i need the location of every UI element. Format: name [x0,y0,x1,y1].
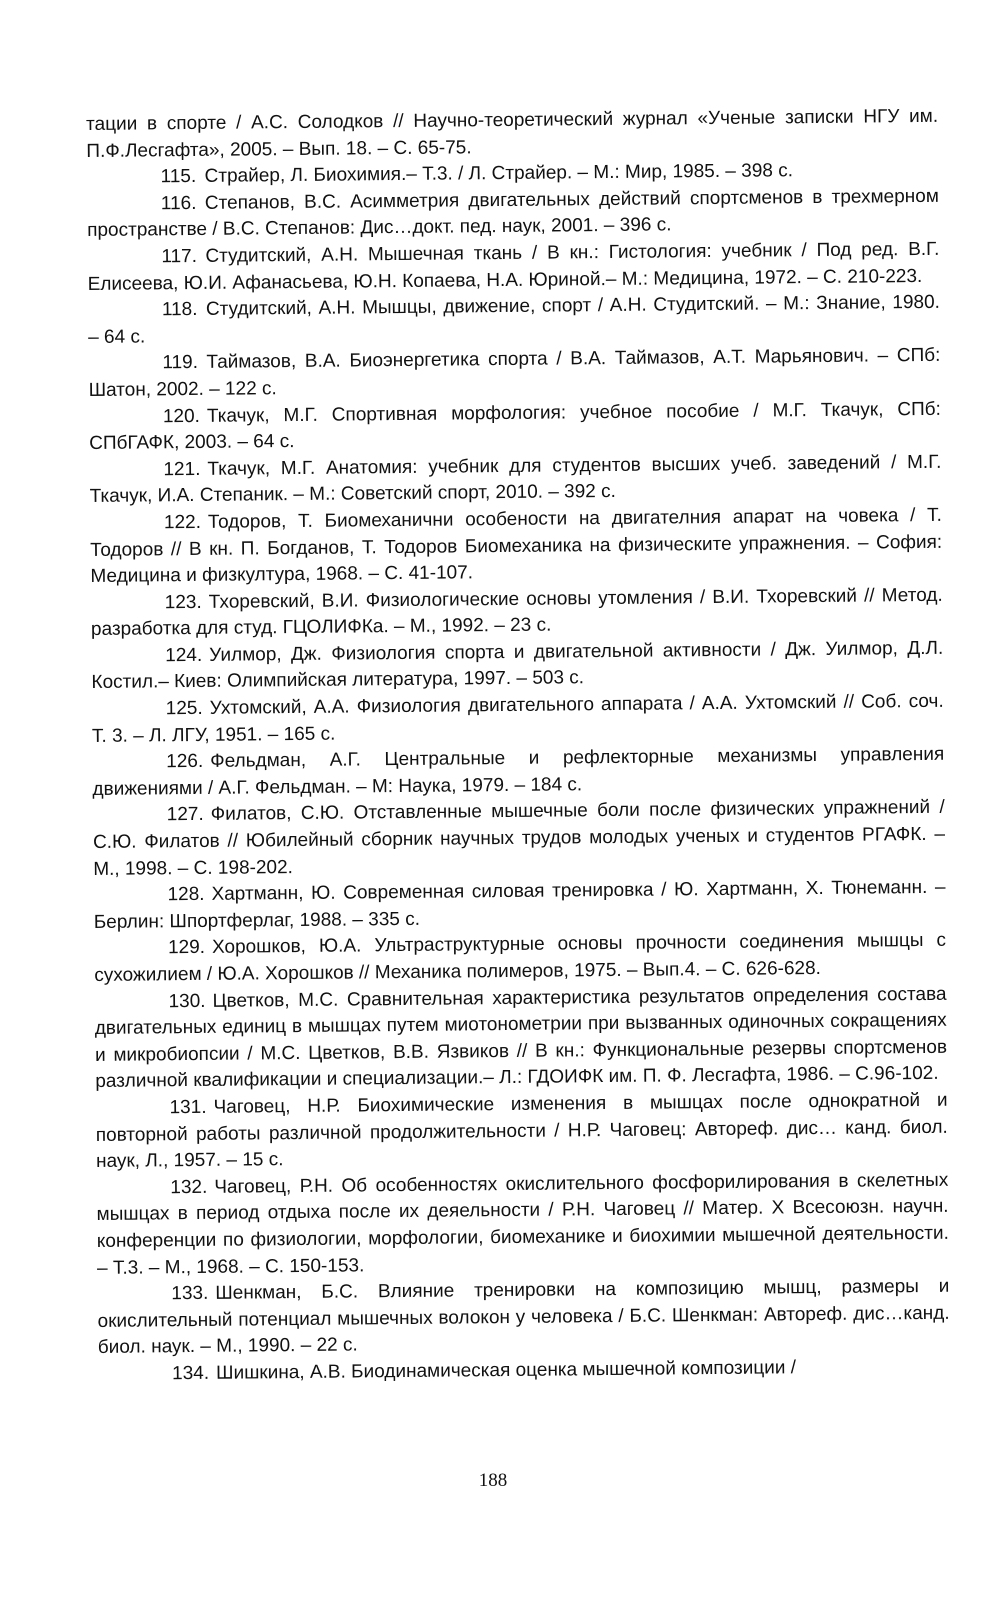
bibliography-entry [88,290,940,351]
entry-number: 127. [166,804,204,826]
entry-number: 122. [163,511,202,534]
bibliography-entry [89,450,941,511]
continuation-entry: тации в спорте / А.С. Солодков // Научно-теоретический журнал «Ученые записки НГУ им. П.Ф.Лесгафта», 2005. – Вып. 18. – С. 65-75. [86,105,939,162]
entry-text: Степанов, В.С. Асимметрия двигательных действий спортсменов в трехмерном пространстве / В.С. Степанов: Дис…докт. пед. наук, 2001. – 396 с. [87,185,939,242]
entry-text: Фельдман, А.Г. Центральные и рефлекторные механизмы управления движениями / А.Г. Фельдман. – М: Наука, 1979. – 184 с. [92,744,945,800]
entry-text: Хартманн, Ю. Современная силовая тренировка / Ю. Хартманн, Х. Тюнеманн. – Берлин: Шпортферлаг, 1988. – 335 с. [93,877,946,933]
bibliography-entry [90,503,943,591]
bibliography-entry [96,1168,949,1283]
entry-number: 115. [160,166,197,188]
entry-number: 125. [165,697,203,720]
entry-text: Ухтомский, А.А. Физиология двигательного аппарата / А.А. Ухтомский // Соб. соч. Т. 3. – Л. ЛГУ, 1951. – 165 с. [91,690,944,747]
bibliography-entry [91,582,943,643]
bibliography-entry [93,795,946,883]
entry-number: 133. [171,1283,209,1305]
entry-number: 120. [162,405,201,427]
entry-text: Уилмор, Дж. Физиология спорта и двигательной активности / Дж. Уилмор, Д.Л. Костил.– Киев: Олимпийская литература, 1997. – 503 с. [91,637,944,694]
entry-text: Студитский, А.Н. Мышечная ткань / В кн.: Гистология: учебник / Под ред. В.Г. Елисеева, Ю.И. Афанасьева, Ю.Н. Копаева, Н.А. Юриной.– М.: Медицина, 1972. – С. 210-223. [87,238,940,295]
entry-number: 118. [161,299,198,321]
entry-number: 126. [166,751,204,773]
entry-text: Хорошков, Ю.А. Ультраструктурные основы прочности соединения мышцы с сухожилием / Ю.А. Хорошков // Механика полимеров, 1975. – Вып.4. – С. 626-628. [94,930,947,986]
page-number: 188 [478,1470,508,1491]
entry-text: Чаговец, Р.Н. Об особенностях окислительного фосфорилирования в скелетных мышцах в период отдыха после их деяельности / Р.Н. Чаговец // Матер. Х Всесоюзн. научн. конференции по физиологии, морфологии, биомеханике и биохимии мышечной деятельности. – Т.3. – М., 1968. – С. 150-153. [96,1169,949,1279]
entry-text: Шишкина, А.В. Биодинамическая оценка мышечной композиции / [216,1357,797,1384]
bibliography-entry [94,928,946,989]
entry-text: Цветков, М.С. Сравнительная характеристика результатов определения состава двигательных единиц в мышцах путем миотонометрии при вызванных одиночных сокращениях и микробиопсии / М.С. Цветков, В.В. Язвиков // В кн.: Функциональные резервы спортсменов различной квалификации и специализации.– Л.: ГДОИФК им. П. Ф. Лесгафта, 1986. – С.96-102. [94,983,948,1093]
entry-text: Шенкман, Б.С. Влияние тренировки на композицию мышц, размеры и окислительный потенциал мышечных волокон у человека / Б.С. Шенкман: Автореф. дис…канд. биол. наук. – М., 1990. – 22 с. [97,1275,950,1359]
entry-text: Ткачук, М.Г. Анатомия: учебник для студентов высших учеб. заведений / М.Г. Ткачук, И.А. Степаник. – М.: Советский спорт, 2010. – 392 с. [89,451,942,508]
bibliography-entry [94,981,947,1096]
entry-text: Тодоров, Т. Биомеханични особености на двигателния апарат на човека / Т. Тодоров // В кн. П. Богданов, Т. Тодоров Биомеханика на физическите упражнения. – София: Медицина и физкултура, 1968. – С. 41-107. [90,504,943,588]
entry-number: 117. [161,245,198,268]
bibliography-entry [97,1274,950,1362]
entry-number: 116. [160,192,197,215]
entry-number: 119. [162,352,199,374]
entry-number: 123. [164,591,202,613]
bibliography-entry [93,875,945,936]
entry-number: 132. [170,1176,208,1198]
entry-number: 129. [167,937,206,959]
entry-number: 124. [165,644,203,667]
bibliography-entry [91,636,943,697]
bibliography-list [86,104,950,1389]
entry-number: 121. [163,458,201,480]
entry-text: Чаговец, Н.Р. Биохимические изменения в мышцах после однократной и повторной работы различной продолжительности / Н.Р. Чаговец: Автореф. дис… канд. биол. наук, Л., 1957. – 15 с. [95,1089,948,1173]
bibliography-entry [89,396,941,457]
entry-number: 130. [168,990,206,1012]
entry-number: 131. [169,1096,207,1119]
bibliography-entry [92,689,944,750]
bibliography-entry [88,343,940,404]
bibliography-entry [87,184,939,245]
entries-container [87,157,951,1388]
entry-text: Таймазов, В.А. Биоэнергетика спорта / В.А. Таймазов, А.Т. Марьянович. – СПб: Шатон, 2002. – 122 с. [88,345,941,401]
bibliography-entry [87,237,939,298]
bibliography-entry [92,742,944,803]
entry-text: Студитский, А.Н. Мышцы, движение, спорт / А.Н. Студитский. – М.: Знание, 1980. – 64 с. [88,291,940,348]
bibliography-entry [95,1088,948,1176]
entry-number: 128. [167,884,205,906]
entry-text: Страйер, Л. Биохимия.– Т.3. / Л. Страйер. – М.: Мир, 1985. – 398 с. [204,160,794,188]
entry-number: 134. [172,1362,210,1385]
entry-text: Ткачук, М.Г. Спортивная морфология: учебное пособие / М.Г. Ткачук, СПб: СПбГАФК, 2003. – 64 с. [89,398,941,455]
entry-text: Филатов, С.Ю. Отставленные мышечные боли после физических упражнений / С.Ю. Филатов // Юбилейный сборник научных трудов молодых ученых и студентов РГАФК. – М., 1998. – С. 198-202. [92,797,946,880]
entry-text: Тхоревский, В.И. Физиологические основы утомления / В.И. Тхоревский // Метод. разработка для студ. ГЦОЛИФКа. – М., 1992. – 23 с. [90,584,943,641]
